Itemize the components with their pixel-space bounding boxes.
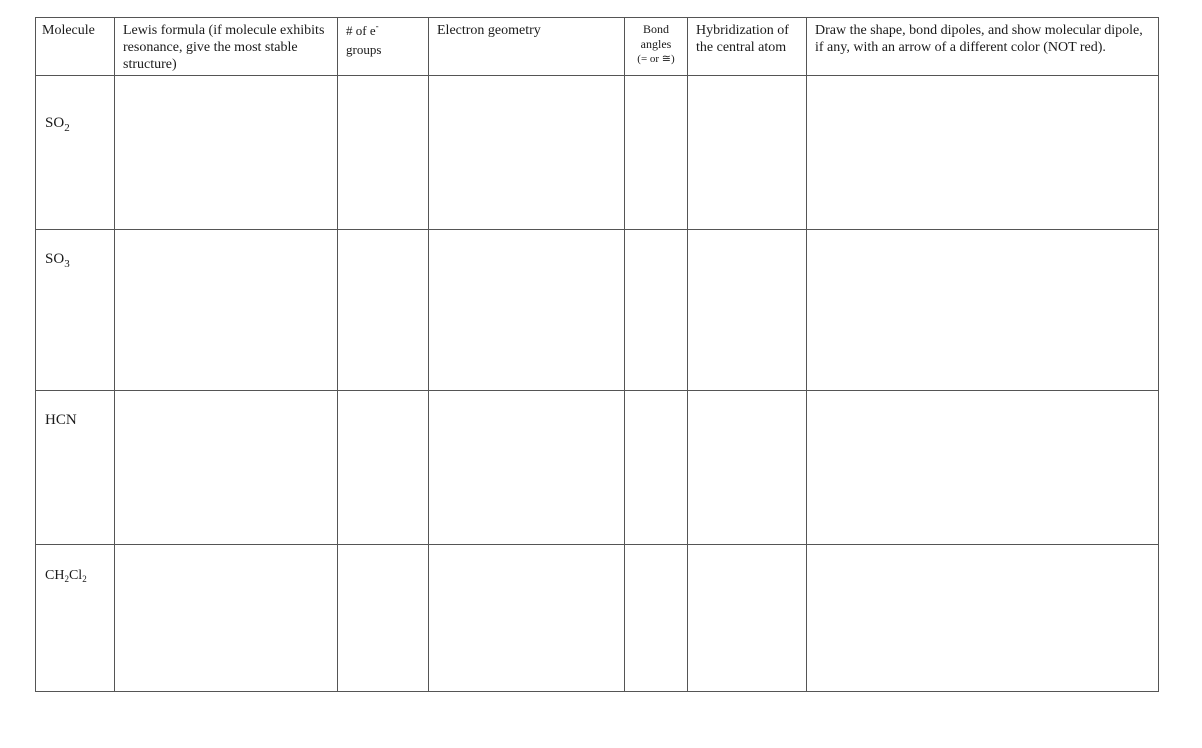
header-lewis [115,18,338,76]
header-hybridization-label: Hybridization of the central atom [696,23,789,55]
answer-cell-ch2cl2-geometry[interactable] [429,545,625,692]
answer-cell-so3-drawing[interactable] [807,230,1159,391]
header-geometry-label: Electron geometry [437,23,541,38]
molecule-cell-ch2cl2 [36,545,115,692]
molecule-cell-so2 [36,76,115,230]
header-egroups-prefix: # of e [346,23,376,38]
table-row-so2 [36,76,1159,230]
answer-cell-so3-lewis[interactable] [115,230,338,391]
header-bond-line2: angles [640,37,672,51]
so2-sub: 2 [64,122,70,134]
so3-sub: 3 [64,258,70,270]
so3-main: SO [45,251,65,267]
header-molecule [36,18,115,76]
header-row [36,18,1159,76]
header-egroups-sup: - [375,21,379,31]
answer-cell-hcn-hybridization[interactable] [688,391,807,545]
answer-cell-ch2cl2-drawing[interactable] [807,545,1159,692]
answer-cell-so2-geometry[interactable] [429,76,625,230]
header-draw [807,18,1159,76]
answer-cell-so2-lewis[interactable] [115,76,338,230]
header-lewis-label: Lewis formula (if molecule exhibits resonance, give the most stable structure) [123,23,325,72]
table-row-so3 [36,230,1159,391]
molecule-name-ch2cl2 [36,545,114,584]
answer-cell-ch2cl2-hybridization[interactable] [688,545,807,692]
molecule-name-so3 [36,230,114,268]
table-row-hcn [36,391,1159,545]
header-egroups-suffix: groups [346,42,382,57]
molecule-name-hcn: HCN [45,412,77,428]
answer-cell-so3-hybridization[interactable] [688,230,807,391]
answer-cell-so3-egroups[interactable] [338,230,429,391]
header-draw-label: Draw the shape, bond dipoles, and show molecular dipole, if any, with an arrow of a different color (NOT red). [815,23,1143,55]
header-geometry [429,18,625,76]
molecule-name-so2 [36,76,114,132]
header-bond-line3: (= or ≅) [637,53,675,65]
table-row-ch2cl2 [36,545,1159,692]
header-hybridization [688,18,807,76]
ch2cl2-s2: 2 [82,574,87,584]
answer-cell-so3-bond-angles[interactable] [625,230,688,391]
ch2cl2-s1: 2 [64,574,69,584]
answer-cell-hcn-egroups[interactable] [338,391,429,545]
answer-cell-so2-hybridization[interactable] [688,76,807,230]
answer-cell-so2-egroups[interactable] [338,76,429,230]
header-egroups-label [338,18,428,58]
molecule-cell-so3 [36,230,115,391]
ch2cl2-p1: CH [45,568,65,583]
answer-cell-so2-bond-angles[interactable] [625,76,688,230]
answer-cell-hcn-bond-angles[interactable] [625,391,688,545]
answer-cell-ch2cl2-egroups[interactable] [338,545,429,692]
molecule-cell-hcn [36,391,115,545]
so2-main: SO [45,115,65,131]
header-bond-angles [625,18,688,76]
header-bond-line1: Bond [642,22,669,36]
answer-cell-hcn-drawing[interactable] [807,391,1159,545]
header-molecule-label: Molecule [42,23,95,38]
answer-cell-so2-drawing[interactable] [807,76,1159,230]
molecule-worksheet-table [35,17,1159,692]
answer-cell-so3-geometry[interactable] [429,230,625,391]
answer-cell-hcn-geometry[interactable] [429,391,625,545]
answer-cell-ch2cl2-lewis[interactable] [115,545,338,692]
ch2cl2-p2: Cl [68,568,83,583]
answer-cell-hcn-lewis[interactable] [115,391,338,545]
answer-cell-ch2cl2-bond-angles[interactable] [625,545,688,692]
header-egroups [338,18,429,76]
header-bond-angles-label [625,18,687,67]
